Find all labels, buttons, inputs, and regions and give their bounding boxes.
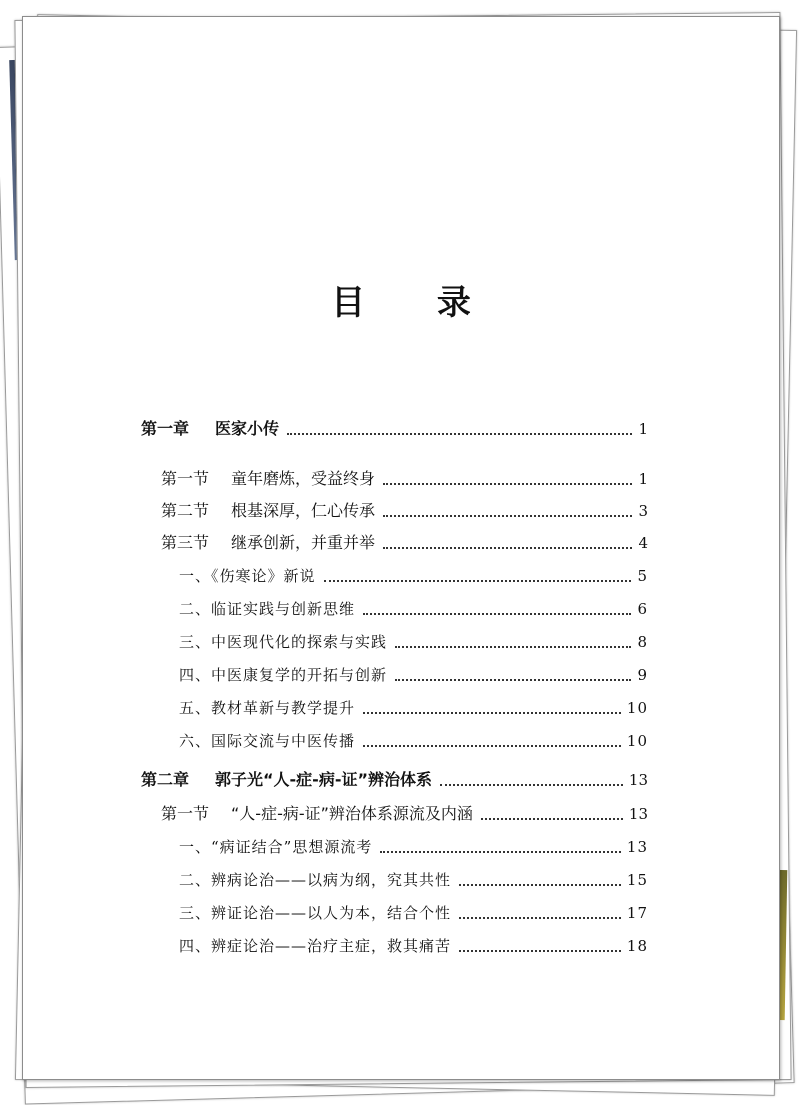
toc-dot-leader bbox=[363, 743, 621, 747]
toc-entry-item[interactable] bbox=[179, 597, 648, 621]
toc-dot-leader bbox=[395, 644, 631, 648]
toc-entry-label bbox=[161, 467, 375, 491]
toc-entry-label bbox=[179, 696, 355, 720]
toc-entry-label bbox=[179, 597, 355, 621]
toc-entry-item[interactable] bbox=[179, 729, 648, 753]
toc-entry-text: 郭子光“人-症-病-证”辨治体系 bbox=[215, 770, 432, 789]
toc-entry-item[interactable] bbox=[179, 663, 648, 687]
toc-entry-label bbox=[141, 768, 432, 792]
toc-entry-text: “人-症-病-证”辨治体系源流及内涵 bbox=[231, 804, 473, 823]
table-of-contents bbox=[23, 17, 779, 1079]
toc-entry-text: 根基深厚，仁心传承 bbox=[231, 501, 376, 520]
toc-entry-text: 三、中医现代化的探索与实践 bbox=[179, 633, 388, 651]
toc-dot-leader bbox=[459, 882, 621, 886]
toc-entry-item[interactable] bbox=[179, 934, 648, 958]
toc-entry-text: 二、辨病论治——以病为纲，究其共性 bbox=[179, 871, 452, 889]
toc-entry-item[interactable] bbox=[179, 564, 648, 588]
toc-entry-text: 一、“病证结合”思想源流考 bbox=[179, 838, 373, 856]
toc-entry-label bbox=[141, 417, 279, 441]
toc-page-number: 1 bbox=[638, 470, 648, 488]
toc-entry-label bbox=[161, 499, 375, 523]
toc-dot-leader bbox=[395, 677, 631, 681]
toc-entry-label bbox=[179, 934, 451, 958]
toc-page-number: 8 bbox=[637, 633, 648, 651]
toc-entry-text: 医家小传 bbox=[215, 419, 280, 438]
toc-dot-leader bbox=[363, 710, 621, 714]
toc-page bbox=[22, 16, 780, 1080]
toc-entry-text: 继承创新，并重并举 bbox=[231, 533, 376, 552]
toc-entry-number: 第一节 bbox=[161, 804, 210, 823]
toc-page-number: 6 bbox=[637, 600, 648, 618]
toc-entry-section[interactable] bbox=[161, 499, 648, 523]
toc-page-number: 13 bbox=[628, 805, 648, 823]
toc-entry-item[interactable] bbox=[179, 901, 648, 925]
toc-dot-leader bbox=[363, 611, 631, 615]
toc-dot-leader bbox=[459, 948, 621, 952]
toc-dot-leader bbox=[324, 578, 632, 582]
toc-dot-leader bbox=[380, 849, 621, 853]
toc-entry-label bbox=[161, 802, 473, 826]
toc-dot-leader bbox=[287, 431, 632, 435]
toc-entry-label bbox=[179, 835, 372, 859]
toc-entry-text: 童年磨炼，受益终身 bbox=[231, 469, 376, 488]
toc-dot-leader bbox=[383, 545, 632, 549]
toc-entry-text: 五、教材革新与教学提升 bbox=[179, 699, 356, 717]
toc-dot-leader bbox=[481, 816, 623, 820]
toc-entry-number: 第一章 bbox=[141, 419, 190, 438]
toc-page-number: 17 bbox=[626, 904, 648, 922]
toc-entry-label bbox=[179, 630, 387, 654]
toc-page-number: 5 bbox=[637, 567, 648, 585]
toc-entry-section[interactable] bbox=[161, 531, 648, 555]
toc-entry-text: 一、《伤寒论》新说 bbox=[179, 567, 316, 585]
toc-page-number: 1 bbox=[638, 420, 648, 438]
toc-dot-leader bbox=[459, 915, 621, 919]
toc-entry-chapter[interactable] bbox=[141, 768, 648, 792]
toc-page-number: 4 bbox=[638, 534, 648, 552]
toc-entry-text: 六、国际交流与中医传播 bbox=[179, 732, 356, 750]
toc-entry-number: 第三节 bbox=[161, 533, 210, 552]
toc-page-number: 3 bbox=[638, 502, 648, 520]
toc-entry-section[interactable] bbox=[161, 467, 648, 491]
toc-page-number: 13 bbox=[628, 771, 648, 789]
toc-entry-number: 第二章 bbox=[141, 770, 190, 789]
toc-entry-label bbox=[161, 531, 375, 555]
toc-page-number: 10 bbox=[626, 732, 648, 750]
toc-entry-label bbox=[179, 729, 355, 753]
toc-entry-item[interactable] bbox=[179, 868, 648, 892]
toc-entry-item[interactable] bbox=[179, 835, 648, 859]
page-title: 目 录 bbox=[331, 283, 501, 323]
toc-page-number: 10 bbox=[626, 699, 648, 717]
toc-entry-item[interactable] bbox=[179, 630, 648, 654]
toc-entry-section[interactable] bbox=[161, 802, 648, 826]
toc-entry-chapter[interactable] bbox=[141, 417, 648, 441]
toc-entry-text: 三、辨证论治——以人为本，结合个性 bbox=[179, 904, 452, 922]
toc-entry-text: 四、中医康复学的开拓与创新 bbox=[179, 666, 388, 684]
toc-entry-label bbox=[179, 901, 451, 925]
toc-dot-leader bbox=[383, 513, 632, 517]
toc-dot-leader bbox=[383, 481, 632, 485]
toc-page-number: 13 bbox=[626, 838, 648, 856]
toc-entry-number: 第一节 bbox=[161, 469, 210, 488]
toc-entry-text: 二、临证实践与创新思维 bbox=[179, 600, 356, 618]
toc-page-number: 18 bbox=[626, 937, 648, 955]
toc-page-number: 15 bbox=[626, 871, 648, 889]
toc-entry-label bbox=[179, 868, 451, 892]
toc-entry-label bbox=[179, 564, 316, 588]
toc-entry-number: 第二节 bbox=[161, 501, 210, 520]
toc-entry-label bbox=[179, 663, 387, 687]
toc-entry-text: 四、辨症论治——治疗主症，救其痛苦 bbox=[179, 937, 452, 955]
toc-page-number: 9 bbox=[637, 666, 648, 684]
toc-dot-leader bbox=[440, 782, 623, 786]
toc-entry-item[interactable] bbox=[179, 696, 648, 720]
